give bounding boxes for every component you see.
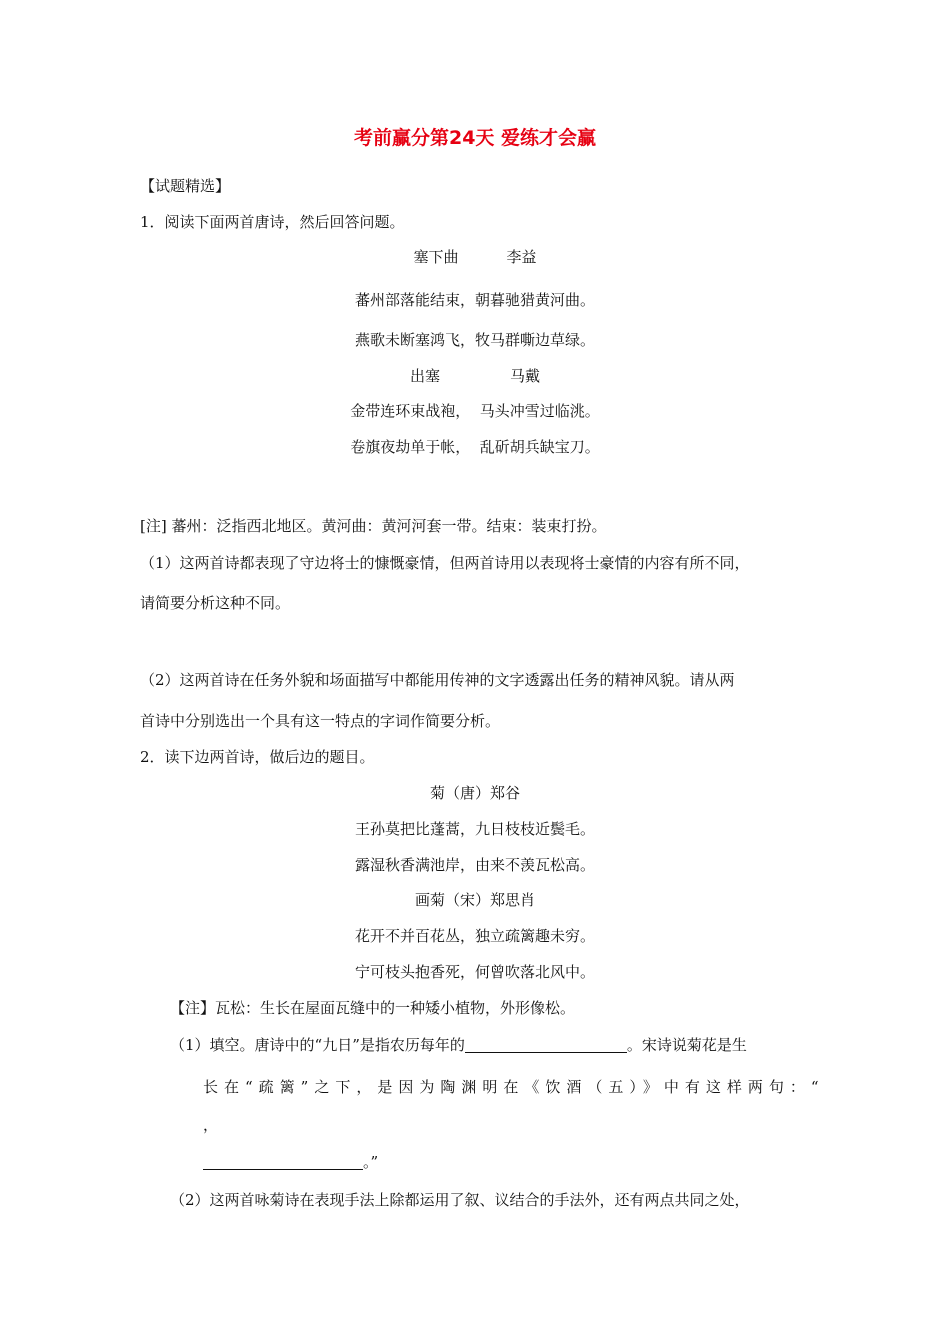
q1-poem2-line-2a: 卷旗夜劫单于帐， (350, 438, 471, 456)
q1-note: [注] 蕃州：泛指西北地区。黄河曲：黄河河套一带。结束：装束打扮。 (140, 517, 607, 535)
q2-sub2-line-1: （2）这两首咏菊诗在表现手法上除都运用了叙、议结合的手法外，还有两点共同之处， (170, 1191, 750, 1209)
q1-poem2-heading (0, 366, 950, 386)
q1-poem1-author: 李益 (506, 248, 537, 266)
answer-blank-1[interactable] (465, 1036, 627, 1053)
q1-poem2-line-2 (0, 437, 950, 457)
q1-sub1-line-2: 请简要分析这种不同。 (140, 594, 291, 612)
q2-sub1-comma: ， (203, 1116, 219, 1134)
q2-sub1-line-2: 长在“疏篱”之下，是因为陶渊明在《饮酒（五）》中有这样两句：“ (203, 1078, 825, 1096)
q2-sub1-text-b: 。宋诗说菊花是生 (626, 1036, 747, 1054)
q1-poem1-line-2: 燕歌未断塞鸿飞，牧马群嘶边草绿。 (354, 331, 595, 349)
q1-poem2-author: 马戴 (510, 367, 541, 385)
q1-poem2-line-1 (0, 401, 950, 421)
q1-poem1-title: 塞下曲 (413, 248, 459, 266)
q2-sub1-end: 。” (363, 1153, 379, 1171)
q1-poem2-line-1a: 金带连环束战袍， (350, 402, 471, 420)
q2-note: 【注】瓦松：生长在屋面瓦缝中的一种矮小植物，外形像松。 (170, 999, 576, 1017)
q2-poem1-heading: 菊（唐）郑谷 (429, 784, 520, 802)
q1-poem2-line-1b: 马头冲雪过临洮。 (479, 402, 600, 420)
q2-poem2-line-2: 宁可枝头抱香死，何曾吹落北风中。 (354, 963, 595, 981)
section-heading: 【试题精选】 (140, 177, 231, 195)
q2-poem2-line-1: 花开不并百花丛，独立疏篱趣未穷。 (354, 927, 595, 945)
q1-sub2-line-2: 首诗中分别选出一个具有这一特点的字词作简要分析。 (140, 712, 501, 730)
q1-poem2-line-2b: 乱斫胡兵缺宝刀。 (479, 438, 600, 456)
q1-sub1-line-1: （1）这两首诗都表现了守边将士的慷慨豪情，但两首诗用以表现将士豪情的内容有所不同， (140, 554, 750, 572)
q1-poem2-title: 出塞 (409, 367, 440, 385)
q2-sub1-line-4 (203, 1152, 378, 1172)
q2-sub1-line-1 (170, 1035, 747, 1055)
answer-blank-2[interactable] (203, 1153, 363, 1170)
q1-sub2-line-1: （2）这两首诗在任务外貌和场面描写中都能用传神的文字透露出任务的精神风貌。请从两 (140, 671, 735, 689)
q2-poem1-line-2: 露湿秋香满池岸，由来不羡瓦松高。 (354, 856, 595, 874)
question-2-prompt: 2．读下边两首诗，做后边的题目。 (140, 748, 375, 766)
question-1-prompt: 1．阅读下面两首唐诗，然后回答问题。 (140, 213, 405, 231)
q2-poem1-line-1: 王孙莫把比蓬蒿，九日枝枝近鬓毛。 (354, 820, 595, 838)
q1-poem1-heading (0, 247, 950, 267)
q2-sub1-text-a: （1）填空。唐诗中的“九日”是指农历每年的 (170, 1036, 465, 1054)
q2-poem2-heading: 画菊（宋）郑思肖 (414, 891, 535, 909)
q1-poem1-line-1: 蕃州部落能结束，朝暮驰猎黄河曲。 (354, 291, 595, 309)
page-title: 考前赢分第24天 爱练才会赢 (353, 127, 597, 149)
